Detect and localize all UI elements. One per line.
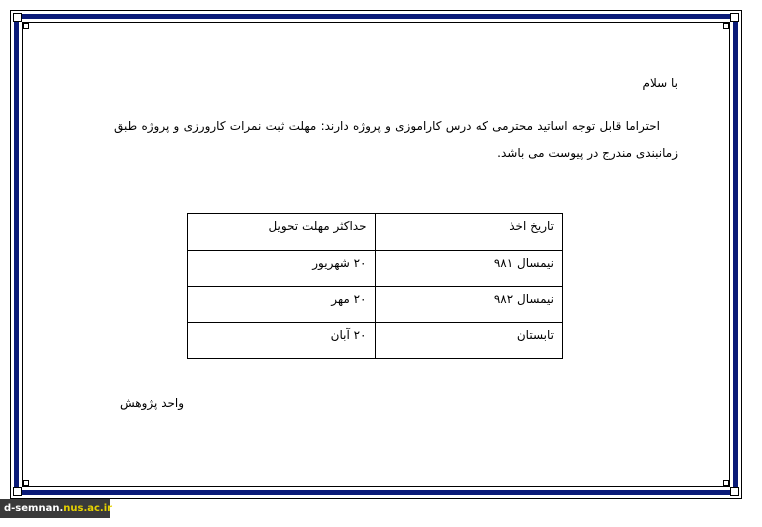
letter-greeting: با سلام <box>642 76 678 90</box>
footer-domain: nus.ac.ir <box>63 503 113 514</box>
corner-ornament-top-left <box>13 13 22 22</box>
corner-inner-top-right <box>723 23 729 29</box>
footer-watermark <box>0 499 113 518</box>
table-header-row <box>188 214 563 251</box>
table-header-cell: حداکثر مهلت تحویل <box>188 214 376 251</box>
table-row <box>188 251 563 287</box>
corner-ornament-bottom-right <box>730 487 739 496</box>
table-header-cell: تاریخ اخذ <box>375 214 563 251</box>
table-cell: نیمسال ۹۸۲ <box>375 287 563 323</box>
table-row <box>188 287 563 323</box>
table-cell: ۲۰ آبان <box>188 323 376 359</box>
table-row <box>188 323 563 359</box>
corner-inner-bottom-left <box>23 480 29 486</box>
corner-ornament-bottom-left <box>13 487 22 496</box>
letter-signature: واحد پژوهش <box>120 396 185 410</box>
table-cell: نیمسال ۹۸۱ <box>375 251 563 287</box>
table-cell: تابستان <box>375 323 563 359</box>
corner-ornament-top-right <box>730 13 739 22</box>
table-cell: ۲۰ مهر <box>188 287 376 323</box>
corner-inner-bottom-right <box>723 480 729 486</box>
table-cell: ۲۰ شهریور <box>188 251 376 287</box>
corner-inner-top-left <box>23 23 29 29</box>
letter-paragraph: احتراما قابل توجه اساتید محترمی که درس کاراموزی و پروژه دارند: مهلت ثبت نمرات کارورزی و پروژه طبق زمانبندی مندرج در پیوست می باشد. <box>114 119 678 160</box>
footer-prefix: d-semnan. <box>4 503 64 514</box>
schedule-table <box>187 213 563 359</box>
